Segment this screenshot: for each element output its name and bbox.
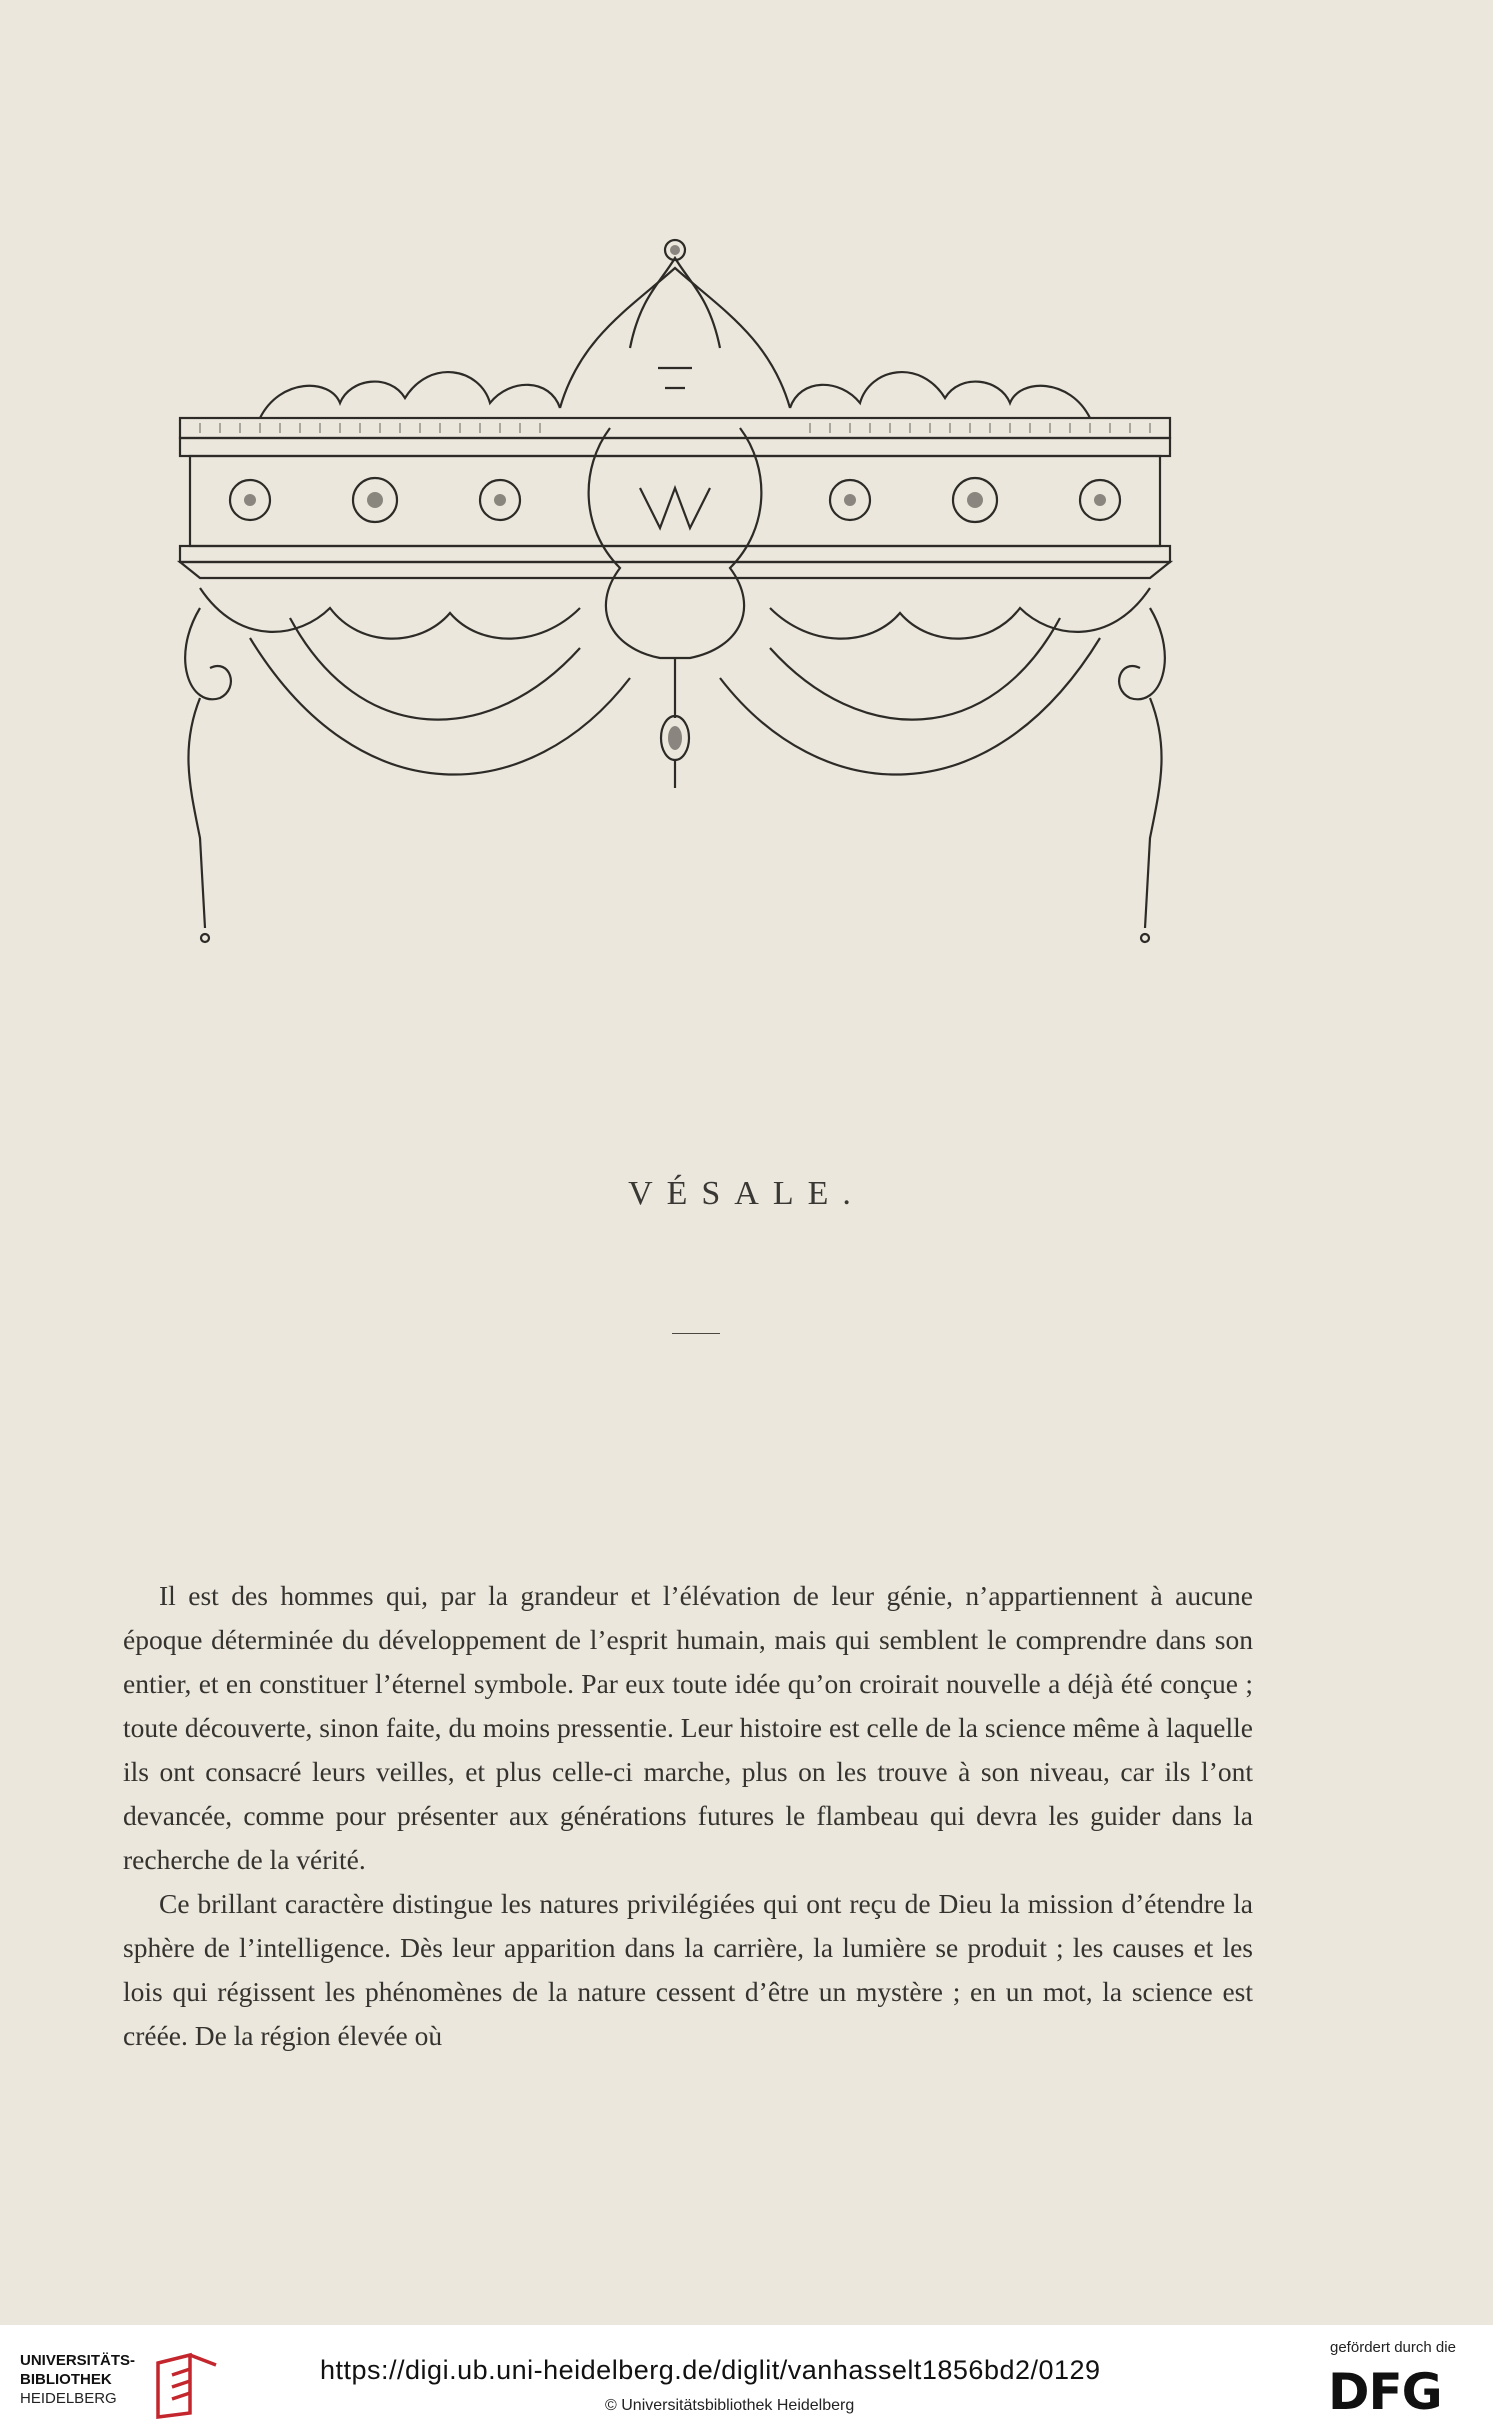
title-divider <box>672 1333 720 1334</box>
funding-label: gefördert durch die <box>1330 2339 1456 2356</box>
library-name-line1: UNIVERSITÄTS- <box>20 2352 136 2369</box>
library-name-line3: HEIDELBERG <box>20 2390 117 2407</box>
decorative-headpiece <box>160 228 1190 958</box>
library-logo-icon <box>150 2351 222 2419</box>
page-title: VÉSALE. <box>628 1175 865 1212</box>
footer-bar <box>0 2325 1493 2432</box>
university-library-logo[interactable] <box>20 2351 220 2417</box>
paragraph: Il est des hommes qui, par la grandeur et l’élévation de leur génie, n’appartiennent à aucune époque déterminée du développement de l’esprit humain, mais qui semblent le comprendre dans son entier, et en constituer l’éternel symbole. Par eux toute idée qu’on croirait nouvelle a déjà été conçue ; toute découverte, sinon faite, du moins pressentie. Leur histoire est celle de la science même à laquelle ils ont consacré leurs veilles, et plus celle-ci marche, plus on les trouve à son niveau, car ils l’ont devancée, comme pour présenter aux générations futures le flambeau qui devra les guider dans la recherche de la vérité. <box>123 1580 1253 1875</box>
paragraph: Ce brillant caractère distingue les natures privilégiées qui ont reçu de Dieu la mission d’étendre la sphère de l’intelligence. Dès leur apparition dans la carrière, la lumière se produit ; les causes et les lois qui régissent les phénomènes de la nature cessent d’être un mystère ; en un mot, la science est créée. De la région élevée où <box>123 1888 1253 2051</box>
library-name-line2: BIBLIOTHEK <box>20 2371 112 2388</box>
body-text <box>123 1574 1253 2058</box>
permalink-url[interactable]: https://digi.ub.uni-heidelberg.de/diglit/vanhasselt1856bd2/0129 <box>320 2355 1101 2385</box>
copyright-notice: © Universitätsbibliothek Heidelberg <box>605 2397 855 2414</box>
dfg-logo[interactable]: DFG <box>1328 2363 1442 2421</box>
